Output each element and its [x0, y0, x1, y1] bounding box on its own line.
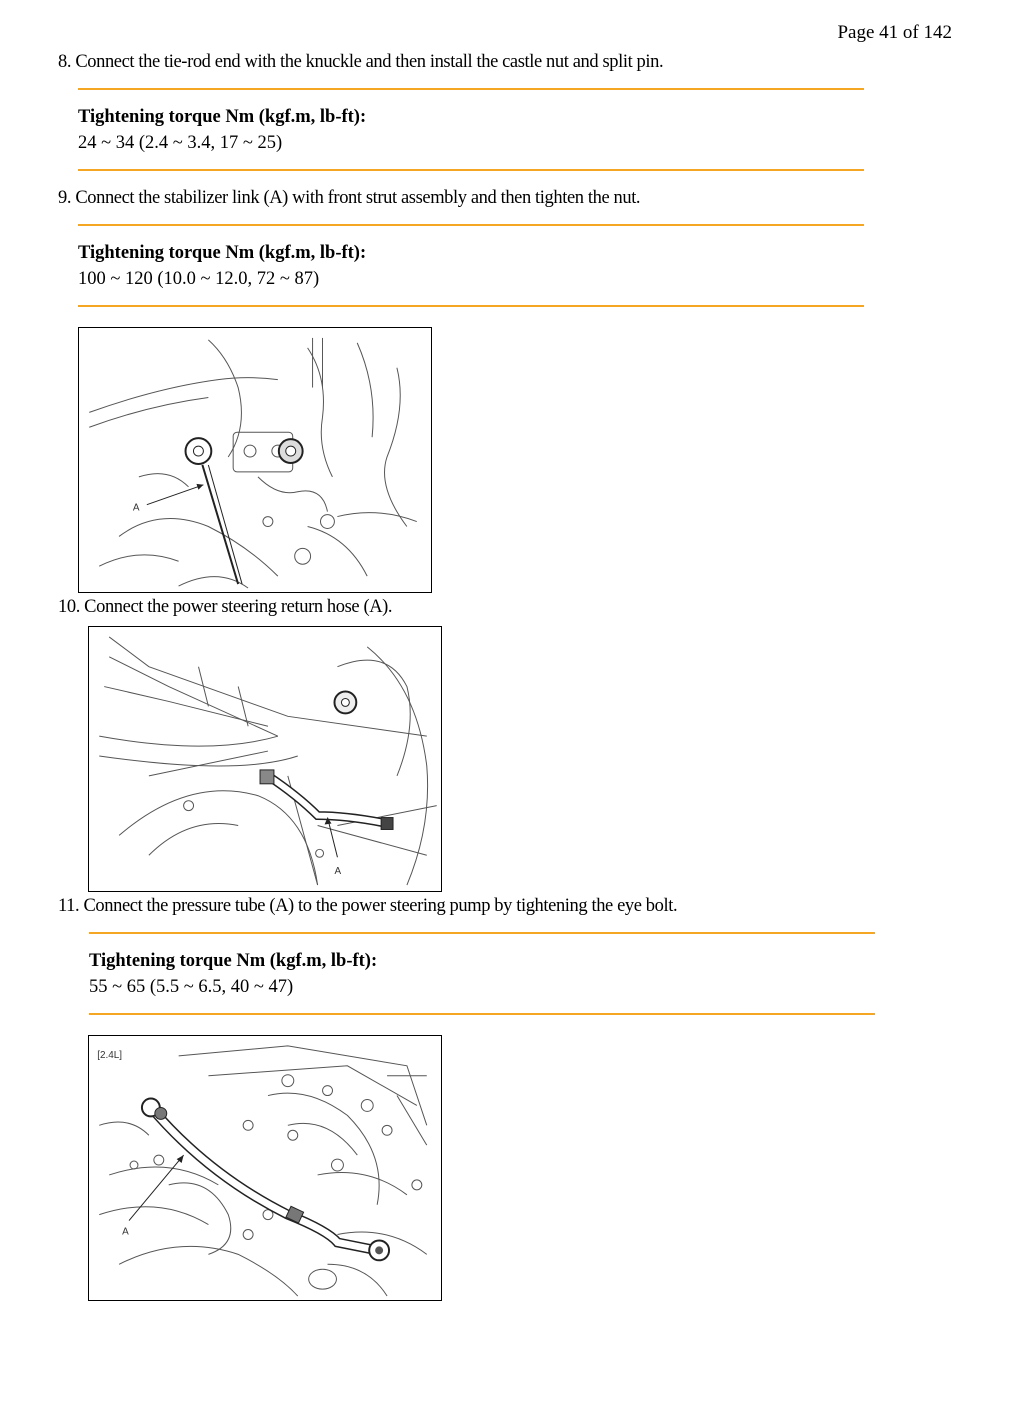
- torque-value: 24 ~ 34 (2.4 ~ 3.4, 17 ~ 25): [78, 133, 283, 153]
- step-text: Connect the power steering return hose (A).: [84, 597, 393, 617]
- pressure-tube-illustration: [89, 1036, 441, 1300]
- page-number: Page 41 of 142: [837, 22, 952, 43]
- step-number: 10.: [58, 597, 80, 617]
- step-10: [58, 597, 392, 618]
- torque-value: 55 ~ 65 (5.5 ~ 6.5, 40 ~ 47): [89, 977, 294, 997]
- divider: [89, 1013, 875, 1015]
- torque-label: Tightening torque Nm (kgf.m, lb-ft):: [78, 107, 367, 127]
- divider: [78, 88, 864, 90]
- torque-value: 100 ~ 120 (10.0 ~ 12.0, 72 ~ 87): [78, 269, 320, 289]
- figure-callout-label: A: [122, 1226, 129, 1238]
- divider: [78, 224, 864, 226]
- pressure-tube-figure: [88, 1035, 442, 1301]
- torque-label: Tightening torque Nm (kgf.m, lb-ft):: [89, 951, 378, 971]
- engine-variant-tag: [2.4L]: [97, 1049, 123, 1061]
- figure-callout-label: A: [132, 502, 140, 514]
- step-number: 11.: [58, 896, 80, 916]
- torque-label: Tightening torque Nm (kgf.m, lb-ft):: [78, 243, 367, 263]
- divider: [78, 169, 864, 171]
- step-8: [58, 52, 663, 73]
- return-hose-illustration: [89, 627, 441, 891]
- step-text: Connect the pressure tube (A) to the power steering pump by tightening the eye bolt.: [83, 896, 678, 916]
- stabilizer-link-figure: [78, 327, 432, 593]
- step-number: 9.: [58, 188, 72, 208]
- step-9: [58, 188, 640, 209]
- step-text: Connect the tie-rod end with the knuckle and then install the castle nut and split pin.: [75, 52, 664, 72]
- step-text: Connect the stabilizer link (A) with front strut assembly and then tighten the nut.: [75, 188, 641, 208]
- step-11: [58, 896, 677, 917]
- return-hose-figure: [88, 626, 442, 892]
- step-number: 8.: [58, 52, 72, 72]
- stabilizer-link-illustration: [79, 328, 431, 592]
- figure-callout-label: A: [334, 866, 342, 878]
- divider: [78, 305, 864, 307]
- divider: [89, 932, 875, 934]
